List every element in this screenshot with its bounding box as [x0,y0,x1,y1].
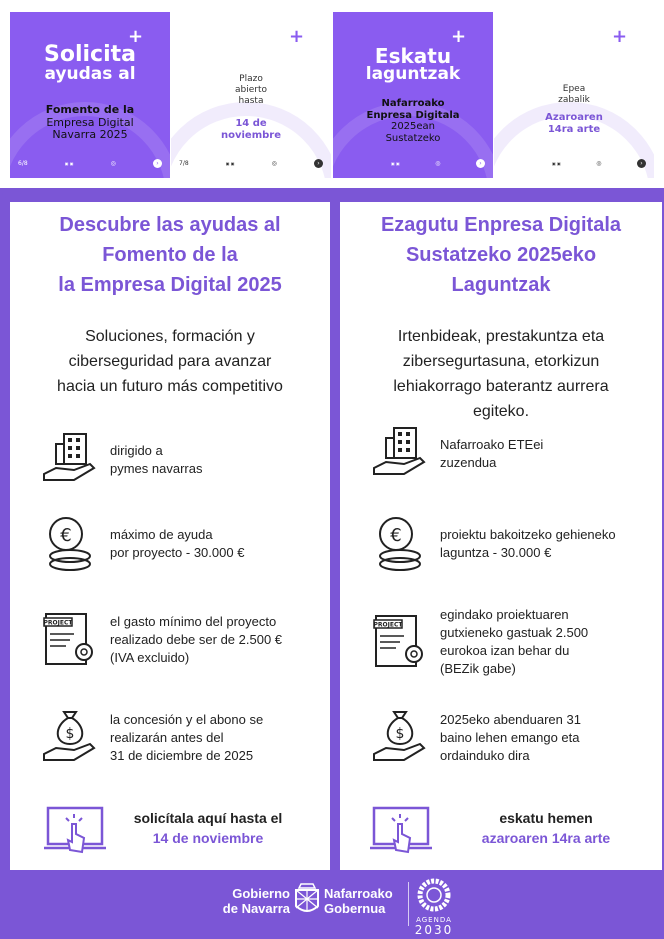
carousel-strip [0,0,664,188]
plus-icon: + [289,26,305,47]
feature-text [440,711,581,765]
gov-line: Gobernua [324,901,386,916]
panel-intro [340,324,662,424]
feature-line: realizarán antes del [110,730,224,745]
feature-line: dirigido a [110,443,163,458]
next-arrow-icon[interactable]: › [476,159,485,168]
agenda-wheel-icon [414,878,454,912]
navarra-crest-icon [293,882,321,918]
thumb-date-line: Azaroaren [545,112,603,123]
title-line: Laguntzak [451,274,551,296]
mini-gov-logo: ▣ ▣ [552,160,561,166]
building-hand-icon [40,430,100,490]
project-document-icon [40,610,100,670]
feature-text [440,526,616,562]
cta-link[interactable] [106,808,310,848]
intro-line: ciberseguridad para avanzar [68,353,272,370]
thumb-sub-line: Fomento de la [45,103,135,116]
money-bag-hand-icon [370,708,430,768]
thumbnail-3[interactable] [333,12,493,178]
feature-line: proiektu bakoitzeko gehieneko [440,527,616,542]
agenda-year: 2030 [414,923,454,937]
cta-date: 14 de noviembre [152,830,264,846]
page-indicator: 6/8 [18,159,28,167]
feature-line: pymes navarras [110,461,203,476]
feature-line: Nafarroako ETEei [440,437,544,452]
euro-coins-icon [40,514,100,574]
thumb-date-line: 14 de [235,118,267,129]
next-arrow-icon[interactable]: › [637,159,646,168]
cta-line: solicítala aquí hasta el [133,810,283,826]
footer-divider [408,882,409,926]
thumb-sub-line: Enpresa Digitala [366,109,460,121]
feature-row [370,708,581,768]
intro-line: Irtenbideak, prestakuntza eta [397,328,605,345]
feature-line: gutxieneko gastuak 2.500 [440,625,589,640]
thumb-sub-line: Sustatzeko [385,132,441,144]
page-indicator: 7/8 [179,159,189,167]
feature-row [40,430,202,490]
feature-line: egindako proiektuaren [440,607,569,622]
svg-text:PROJECT: PROJECT [43,619,73,627]
feature-line: (IVA excluido) [110,650,190,665]
intro-line: zibersegurtasuna, etorkizun [402,353,600,370]
feature-row [370,514,616,574]
panel-title [10,210,330,300]
cta-date: azaroaren 14ra arte [481,830,611,846]
intro-line: Soluciones, formación y [85,328,255,345]
svg-text:$: $ [65,726,75,742]
feature-line: 2025eko abenduaren 31 [440,712,581,727]
feature-line: laguntza - 30.000 € [440,545,552,560]
thumb-title-line: hasta [238,95,264,106]
intro-line: egiteko. [472,403,530,420]
feature-line: por proyecto - 30.000 € [110,545,245,560]
agenda-label: AGENDA [416,916,452,924]
feature-text [440,606,588,678]
cta-link[interactable] [440,808,652,848]
next-arrow-icon[interactable]: › [153,159,162,168]
thumb-sub-line: Navarra 2025 [52,128,128,142]
cta-line: eskatu hemen [499,810,593,826]
title-line: la Empresa Digital 2025 [58,274,282,296]
feature-line: la concesión y el abono se [110,712,264,727]
feature-text [440,436,543,472]
svg-text:PROJECT: PROJECT [373,621,403,629]
thumb-sub-line: Empresa Digital [46,115,134,129]
thumbnail-1[interactable] [10,12,170,178]
feature-line: zuzendua [440,455,497,470]
plus-icon: + [451,26,467,47]
title-line: Descubre las ayudas al [59,214,281,236]
thumb-title-line: laguntzak [365,64,461,84]
feature-row [370,606,588,678]
panel-title [340,210,662,300]
feature-text [110,526,244,562]
feature-row [370,424,543,484]
thumb-sub-line: Nafarroako [381,98,445,109]
building-hand-icon [370,424,430,484]
feature-line: máximo de ayuda [110,527,213,542]
thumb-title-line: ayudas al [44,64,136,84]
feature-row [40,514,244,574]
title-line: Fomento de la [102,244,238,266]
panel-spanish [10,202,330,870]
thumb-sub-line: 2025ean [390,121,436,132]
plus-icon: + [612,26,628,47]
mini-gov-logo: ▣ ▣ [225,160,235,166]
title-line: Ezagutu Enpresa Digitala [380,214,622,236]
mini-gov-logo: ▣ ▣ [64,160,74,166]
thumb-title-line: Plazo [239,74,263,84]
feature-text [110,442,202,478]
euro-coins-icon [370,514,430,574]
feature-line: ordainduko dira [440,748,530,763]
feature-line: 31 de diciembre de 2025 [110,748,254,763]
svg-text:$: $ [395,726,405,742]
gov-line: de Navarra [222,901,290,916]
intro-line: lehiakorrago baterantz aurrera [393,378,609,395]
agenda-mini-icon: ◎ [596,159,602,167]
thumb-title-line: Epea [562,84,586,94]
svg-text:€: € [60,525,72,546]
feature-line: el gasto mínimo del proyecto [110,614,277,629]
plus-icon: + [128,26,144,47]
panel-intro [10,324,330,399]
next-arrow-icon[interactable]: › [314,159,323,168]
money-bag-hand-icon [40,708,100,768]
agenda-mini-icon: ◎ [110,159,116,167]
click-laptop-icon[interactable] [370,802,432,858]
separator-bar [2,188,662,198]
agenda-mini-icon: ◎ [435,159,441,167]
feature-line: realizado debe ser de 2.500 € [110,632,283,647]
gov-name-es [216,886,290,916]
thumb-title-line: Solicita [44,42,136,67]
footer [0,870,664,939]
gov-line: Gobierno [232,886,290,901]
feature-line: eurokoa izan behar du [440,643,570,658]
click-laptop-icon[interactable] [44,802,106,858]
gov-name-eu [324,886,404,916]
thumbnail-2[interactable] [171,12,331,178]
feature-text [110,711,263,765]
thumb-title-line: zabalik [558,94,590,105]
feature-row [40,708,263,768]
agenda-mini-icon: ◎ [271,159,277,167]
thumb-date-line: 14ra arte [547,123,601,135]
thumb-date-line: noviembre [220,129,281,141]
thumbnail-4[interactable] [494,12,654,178]
feature-row [40,610,282,670]
svg-text:€: € [390,525,402,546]
mini-gov-logo: ▣ ▣ [391,160,400,166]
thumb-title-line: Eskatu [374,44,452,68]
feature-line: baino lehen emango eta [440,730,580,745]
thumb-title-line: abierto [234,84,267,95]
intro-line: hacia un futuro más competitivo [57,378,283,395]
feature-line: (BEZik gabe) [440,661,516,676]
feature-text [110,613,282,667]
project-document-icon [370,612,430,672]
title-line: Sustatzeko 2025eko [405,244,597,266]
agenda-2030-logo [414,878,454,937]
panel-basque [340,202,662,870]
gov-line: Nafarroako [324,886,393,901]
